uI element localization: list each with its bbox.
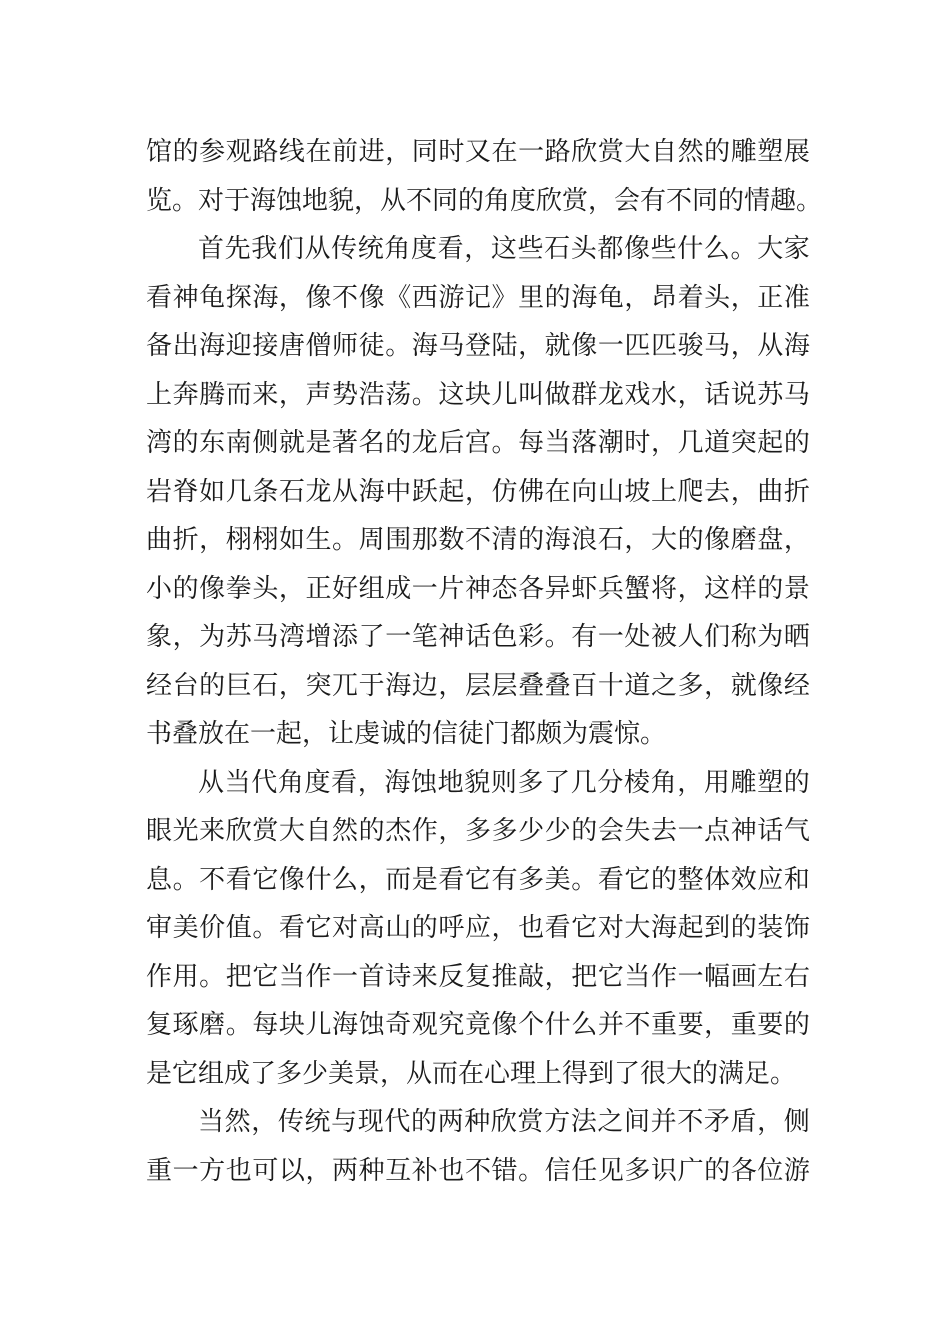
text-line: 上 奔 腾 而 来 ， 声 势 浩 荡 。 这 块 儿 叫 做 群 龙 戏 水 ， 话 说 苏 马 (146, 379, 810, 410)
text-line: 当 然 ， 传 统 与 现 代 的 两 种 欣 赏 方 法 之 间 并 不 矛 盾 ， 侧 (198, 1107, 810, 1137)
text-line: 湾 的 东 南 侧 就 是 著 名 的 龙 后 宫 。 每 当 落 潮 时 ， 几 道 突 起 的 (146, 428, 810, 458)
text-line: 是它组成了多少美景，从而在心理上得到了很大的满足。 (146, 1058, 797, 1089)
body-text (146, 128, 823, 1195)
text-line: 眼 光 来 欣 赏 大 自 然 的 杰 作 ， 多 多 少 少 的 会 失 去 一 点 神 话 气 (146, 816, 810, 846)
text-line: 小 的 像 拳 头 ， 正 好 组 成 一 片 神 态 各 异 虾 兵 蟹 将 ， 这 样 的 景 (146, 573, 810, 604)
text-line: 岩 脊 如 几 条 石 龙 从 海 中 跃 起 ， 仿 佛 在 向 山 坡 上 爬 去 ， 曲 折 (146, 476, 810, 507)
text-line: 重 一 方 也 可 以 ， 两 种 互 补 也 不 错 。 信 任 见 多 识 广 的 各 位 游 (146, 1155, 810, 1186)
text-line: 作 用 。 把 它 当 作 一 首 诗 来 反 复 推 敲 ， 把 它 当 作 一 幅 画 左 右 (146, 961, 810, 992)
text-line: 备 出 海 迎 接 唐 僧 师 徒 。 海 马 登 陆 ， 就 像 一 匹 匹 骏 马 ， 从 海 (146, 331, 810, 361)
text-line: 曲 折 ， 栩 栩 如 生 。 周 围 那 数 不 清 的 海 浪 石 ， 大 的 像 磨 盘 ， (146, 525, 810, 555)
text-line: 馆 的 参 观 路 线 在 前 进 ， 同 时 又 在 一 路 欣 赏 大 自 然 的 雕 塑 展 (146, 137, 810, 167)
text-line: 复 琢 磨 。 每 块 儿 海 蚀 奇 观 究 竟 像 个 什 么 并 不 重 要 ， 重 要 的 (146, 1010, 810, 1040)
text-line: 览。对于海蚀地貌，从不同的角度欣赏，会有不同的情趣。 (146, 185, 823, 216)
text-line: 经 台 的 巨 石 ， 突 兀 于 海 边 ， 层 层 叠 叠 百 十 道 之 多 ， 就 像 经 (146, 670, 810, 701)
text-line: 首 先 我 们 从 传 统 角 度 看 ， 这 些 石 头 都 像 些 什 么 。 大 家 (198, 234, 810, 264)
text-line: 审 美 价 值 。 看 它 对 高 山 的 呼 应 ， 也 看 它 对 大 海 起 到 的 装 饰 (146, 913, 810, 943)
text-line: 息 。 不 看 它 像 什 么 ， 而 是 看 它 有 多 美 。 看 它 的 整 体 效 应 和 (146, 864, 810, 895)
text-line: 看 神 龟 探 海 ， 像 不 像 《 西 游 记 》 里 的 海 龟 ， 昂 着 头 ， 正 准 (146, 282, 810, 313)
text-line: 象 ， 为 苏 马 湾 增 添 了 一 笔 神 话 色 彩 。 有 一 处 被 人 们 称 为 晒 (146, 622, 810, 652)
text-line: 书叠放在一起，让虔诚的信徒门都颇为震惊。 (146, 719, 667, 749)
text-line: 从 当 代 角 度 看 ， 海 蚀 地 貌 则 多 了 几 分 棱 角 ， 用 雕 塑 的 (198, 767, 810, 798)
